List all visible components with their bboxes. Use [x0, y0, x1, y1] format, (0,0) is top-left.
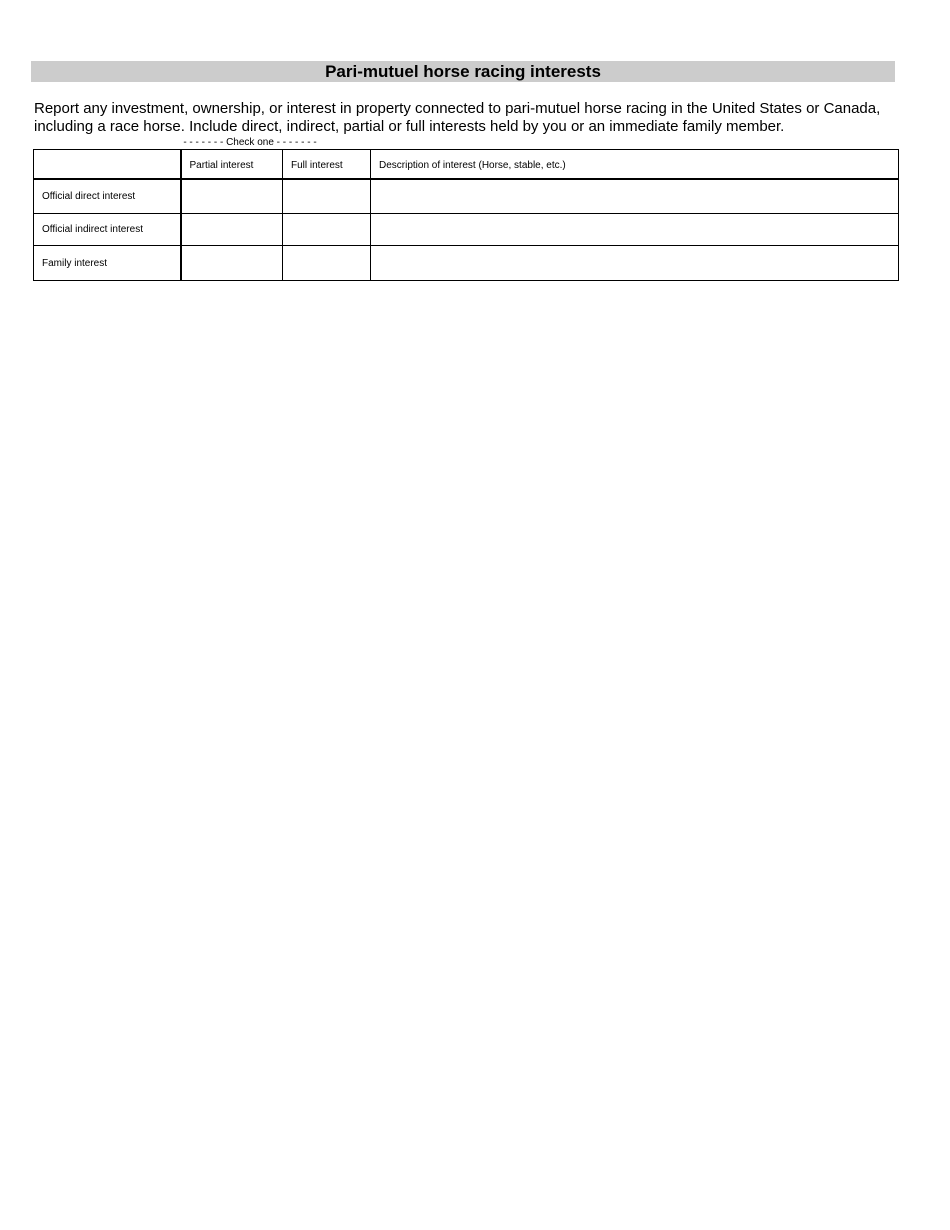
interests-table	[33, 149, 899, 281]
description-field[interactable]	[371, 179, 899, 214]
header-partial-interest: Partial interest	[181, 150, 283, 180]
header-description: Description of interest (Horse, stable, etc.)	[371, 150, 899, 180]
section-instructions: Report any investment, ownership, or interest in property connected to pari-mutuel horse racing in the United States or Canada, including a race horse. Include direct, indirect, partial or full interests held by you or an immediate family member.	[34, 100, 881, 135]
table-row	[34, 246, 899, 281]
row-label-official-direct: Official direct interest	[34, 179, 181, 214]
header-full-interest: Full interest	[283, 150, 371, 180]
partial-interest-checkbox-cell[interactable]	[181, 246, 283, 281]
table-row	[34, 179, 899, 214]
row-label-family: Family interest	[34, 246, 181, 281]
description-field[interactable]	[371, 214, 899, 246]
section-title: Pari-mutuel horse racing interests	[31, 61, 895, 82]
table-header-row	[34, 150, 899, 180]
header-label-cell	[34, 150, 181, 180]
full-interest-checkbox-cell[interactable]	[283, 214, 371, 246]
partial-interest-checkbox-cell[interactable]	[181, 179, 283, 214]
full-interest-checkbox-cell[interactable]	[283, 246, 371, 281]
check-one-label: - - - - - - - Check one - - - - - - -	[183, 137, 317, 148]
row-label-official-indirect: Official indirect interest	[34, 214, 181, 246]
partial-interest-checkbox-cell[interactable]	[181, 214, 283, 246]
full-interest-checkbox-cell[interactable]	[283, 179, 371, 214]
description-field[interactable]	[371, 246, 899, 281]
table-row	[34, 214, 899, 246]
